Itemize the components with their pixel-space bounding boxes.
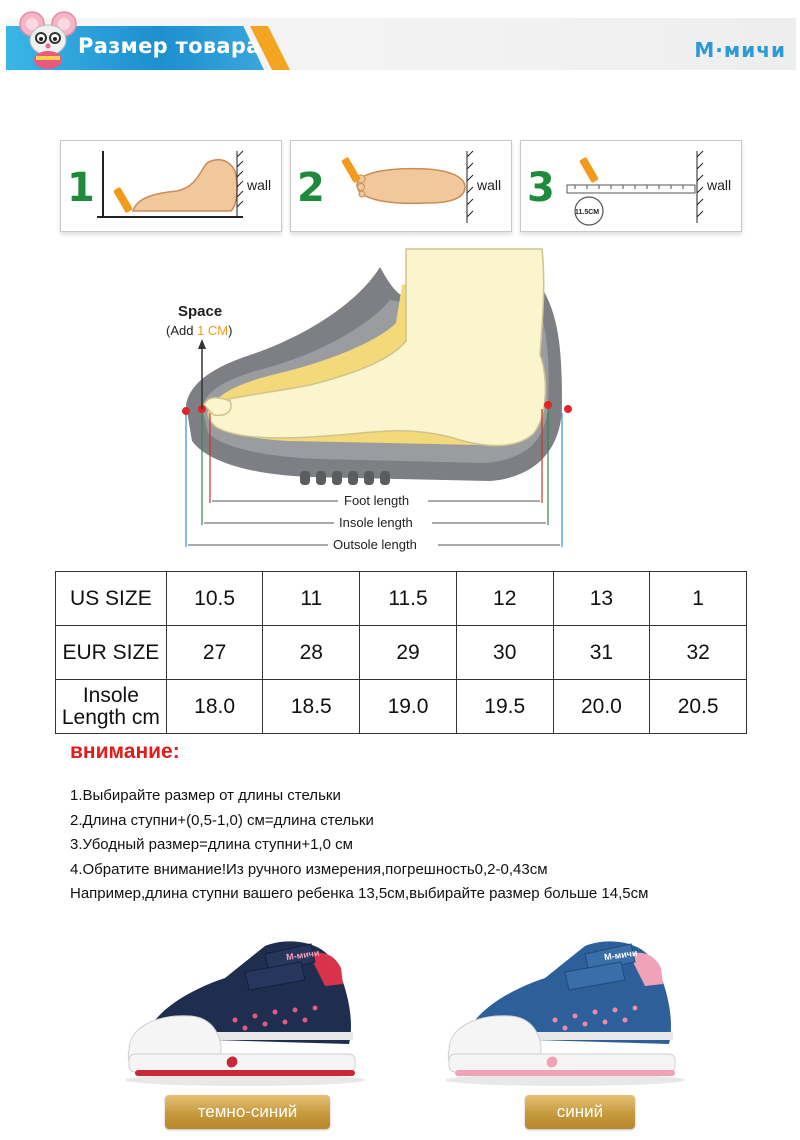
notice-line: 2.Длина ступни+(0,5-1,0) см=длина стельки — [70, 811, 374, 829]
insole-header-line2: Length cm — [61, 705, 160, 729]
shoe-blue-image — [435, 928, 695, 1088]
table-cell: 31 — [553, 626, 650, 680]
tongue-label: M-мичи — [603, 947, 638, 963]
add-space-note — [166, 323, 232, 338]
notice-list — [70, 784, 648, 907]
foot-top-icon — [327, 147, 477, 227]
table-cell: 11.5 — [360, 572, 457, 626]
wall-label: wall — [247, 177, 272, 193]
row-header-us: US SIZE — [56, 572, 167, 626]
row-header-insole — [56, 680, 167, 734]
foot-length-label: Foot length — [344, 493, 410, 508]
outsole-length-label: Outsole length — [333, 537, 417, 552]
table-cell: 20.0 — [553, 680, 650, 734]
color-option-blue[interactable]: синий — [525, 1095, 635, 1129]
step-number: 3 — [527, 165, 555, 211]
shoe-fit-diagram — [150, 245, 620, 565]
mouse-mascot-icon — [18, 8, 78, 70]
notice-line: Например,длина ступни вашего ребенка 13,5см,выбирайте размер больше 14,5см — [70, 885, 649, 902]
table-cell: 12 — [456, 572, 553, 626]
brand-logo: M·мичи — [694, 38, 786, 62]
space-label: Space — [178, 303, 223, 320]
tongue-label: M-мичи — [285, 947, 320, 963]
wall-label: wall — [477, 177, 502, 193]
table-row-eur — [56, 626, 747, 680]
measure-step-3 — [520, 140, 742, 232]
step-number: 1 — [67, 165, 95, 211]
notice-line: 1.Выбирайте размер от длины стельки — [70, 787, 341, 804]
table-cell: 11 — [263, 572, 360, 626]
foot-side-icon — [97, 147, 247, 227]
measure-step-2 — [290, 140, 512, 232]
table-row-insole — [56, 680, 747, 734]
table-cell: 13 — [553, 572, 650, 626]
table-cell: 20.5 — [650, 680, 747, 734]
table-row-us — [56, 572, 747, 626]
notice-line: 3.Убодный размер=длина ступни+1,0 см — [70, 836, 353, 853]
insole-header-line1: Insole — [82, 683, 139, 707]
table-cell: 32 — [650, 626, 747, 680]
table-cell: 19.5 — [456, 680, 553, 734]
ruler-reading: 11.5CM — [575, 209, 600, 216]
wall-label: wall — [707, 177, 732, 193]
table-cell: 18.0 — [166, 680, 263, 734]
notice-line: 4.Обратите внимание!Из ручного измерения,погрешность0,2-0,43см — [70, 860, 548, 878]
measure-steps — [60, 140, 744, 236]
add-value: 1 CM — [197, 323, 229, 338]
add-suffix: ) — [228, 323, 233, 338]
header-banner — [0, 0, 800, 90]
table-cell: 30 — [456, 626, 553, 680]
table-cell: 29 — [360, 626, 457, 680]
page-title: Размер товара — [78, 34, 261, 58]
row-header-eur: EUR SIZE — [56, 626, 167, 680]
measure-step-1 — [60, 140, 282, 232]
table-cell: 19.0 — [360, 680, 457, 734]
table-cell: 1 — [650, 572, 747, 626]
shoe-dark-blue-image — [115, 928, 375, 1088]
table-cell: 28 — [263, 626, 360, 680]
table-cell: 18.5 — [263, 680, 360, 734]
color-option-dark-blue[interactable]: темно-синий — [165, 1095, 330, 1129]
size-chart-table — [55, 571, 747, 734]
table-cell: 10.5 — [166, 572, 263, 626]
notice-title: внимание: — [70, 740, 180, 763]
insole-length-label: Insole length — [339, 515, 413, 530]
table-cell: 27 — [166, 626, 263, 680]
add-prefix: (Add — [166, 323, 198, 338]
step-number: 2 — [297, 165, 325, 211]
